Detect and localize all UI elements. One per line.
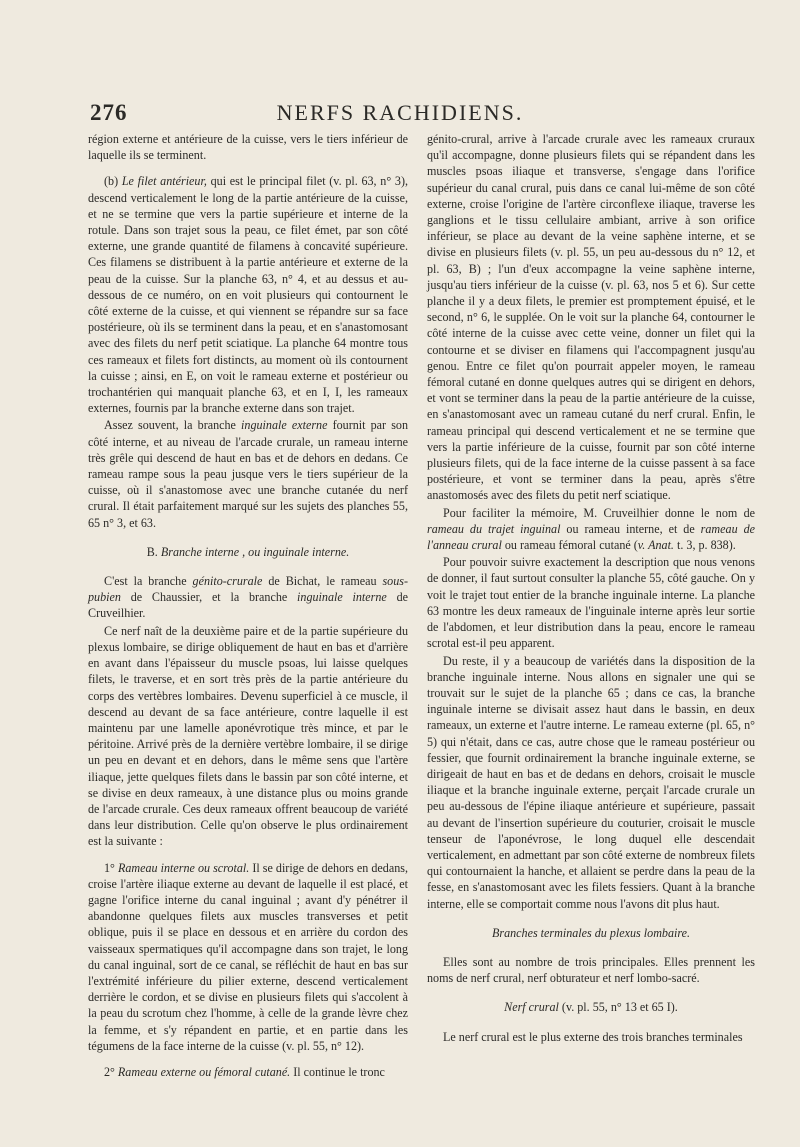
paragraph: Ce nerf naît de la deuxième paire et de la partie supérieure du plexus lombaire, se dirige obliquement de haut en bas et d'arrière en avant dans l'épaisseur du muscle psoas, lui laisse quelques filets, le traverse, et en sort très près de la partie antérieure du corps des vertèbres lombaires. Devenu superficiel à ce muscle, il descend au devant de sa face antérieure, contre laquelle il est maintenu par une lamelle aponévrotique très mince, et par le péritoine. Arrivé près de la dernière vertèbre lombaire, il se dirige un peu en devant et en dehors, dans le même sens que l'artère iliaque, jette quelques filets dans le bassin par son côté interne, et se divise en deux rameaux, à une distance plus ou moins grande de l'arcade crurale. Ces deux rameaux offrent beaucoup de variété dans leur distribution. Celle qu'on observe le plus ordinairement est la suivante : [88,623,408,849]
section-heading: Branches terminales du plexus lombaire. [491,925,691,940]
heading-reference: (v. pl. 55, n° 13 et 65 I). [558,1000,678,1015]
emphasis: génito-crurale [192,574,263,589]
running-title: NERFS RACHIDIENS. [276,100,524,125]
emphasis: Rameau interne ou scrotal. [117,860,250,875]
paragraph: génito-crural, arrive à l'arcade crurale avec les rameaux cruraux qu'il accompagne, donne plusieurs filets qui se répandent dans les muscles psoas iliaque et transverse, s'engage dans l'orifice supérieur du canal crural, puis dans ce canal lui-même de son côté externe, croise l'origine de l'artère circonflexe iliaque, traverse les ganglions et le tissu cellulaire ambiant, arrive à son orifice inférieur, se place au devant de la veine saphène interne, et se divise en plusieurs filets (v. pl. 55, un peu au-dessous du n° 12, et pl. 63, B) ; l'un d'eux accompagne la veine saphène interne, jusqu'au tiers inférieur de la cuisse (v. pl. 63, nos 5 et 6). Sur cette planche il y a deux filets, le premier est promptement épuisé, et le second, n° 6, le supplée. On le voit sur la planche 64, contourner le côté interne de la cuisse avec cette veine, donner un filet qui la contourne et se diviser en filamens qui l'accompagnent jusqu'au genou. Entre ce filet qu'on pourrait appeler moyen, le rameau fémoral cutané en donne quelques autres qui se dirigent en dehors, et vont se terminer dans la peau de la partie antérieure de la cuisse, en s'anastomosant avec un rameau cutané du nerf crural. Enfin, le rameau principal qui descend verticalement et ne se termine que vers la partie inférieure de la cuisse, fournit par son côté interne plusieurs filets, qui de la face interne de la cuisse passent à sa face postérieure, et vont se terminer dans la peau, après s'être anastomosés avec des filets du petit nerf sciatique. [427,132,755,503]
paragraph [88,173,408,416]
paragraph-text: Il continue le tronc [290,1064,385,1079]
emphasis: rameau du trajet inguinal [427,521,561,536]
emphasis: Rameau externe ou fémoral cutané. [117,1064,291,1079]
paragraph-text: qui est le principal filet (v. pl. 63, n° 3), descend verticalement le long de la partie antérieure de la cuisse, et ne se termine que vers la partie supérieure et interne de la rotule. Dans son trajet sous la peau, ce filet émet, par son côté externe, une grande quantité de filamens à concavité supérieure. Ces filamens se distribuent à la partie antérieure et externe de la peau de la cuisse. Sur la planche 63, n° 4, et au dessus et au-dessous de ce numéro, on en voit plusieurs qui contournent le côté externe de la cuisse, et qui viennent se répandre sur sa face postérieure, où ils se terminent dans la peau, et en s'anastomosant avec des filets du nerf petit sciatique. La planche 64 montre tous ces rameaux et filets fort distincts, au moment où ils contournent la cuisse ; ainsi, en E, on voit le rameau externe et postérieur ou trochantérien qui manquait planche 63, et en I, I, les rameaux externes, fournis par la branche externe dans son trajet. [88,174,409,416]
paragraph [88,417,408,530]
paragraph [427,505,755,554]
paragraph [88,1064,408,1080]
section-heading [427,999,755,1015]
paragraph-text: fournit par son côté interne, et au niveau de l'arcade crurale, un rameau interne très grêle qui descend de haut en bas et de dehors en dedans. Ce rameau rampe sous la peau jusque vers le tiers supérieur de la cuisse, où il s'anastomose avec une branche cutanée du nerf crural. Il était parfaitement marqué sur les sujets des planches 55, 65 n° 3, et 63. [88,418,408,530]
paragraph [88,573,408,622]
paragraph-text: Pour faciliter la mémoire, M. Cruveilhier donne le nom de [443,505,755,520]
heading-text: Nerf crural [504,1000,559,1015]
paragraph-text: de Cruveilhier. [88,590,408,621]
item-label: 1° [104,860,118,875]
paragraph: Le nerf crural est le plus externe des trois branches terminales [443,1029,743,1044]
paragraph-text: de Bichat, le rameau [262,574,383,589]
paragraph: Elles sont au nombre de trois principales. Elles prennent les noms de nerf crural, nerf obturateur et nerf lombo-sacré. [427,954,755,986]
paragraph [88,860,408,1054]
item-label: (b) [104,174,122,189]
emphasis: sous-pubien [88,574,409,605]
paragraph-text: ou rameau fémoral cutané ( [501,538,638,553]
emphasis: rameau de l'anneau crural [427,521,755,553]
heading-label: B. [146,544,161,559]
paragraph-text: C'est la branche [104,574,193,589]
paragraph-text: ou rameau interne, et de [560,521,701,536]
paragraph: Pour pouvoir suivre exactement la description que nous venons de donner, il faut surtout consulter la planche 55, côté gauche. On y voit le trajet tout entier de la branche inguinale interne. La planche 63 montre les deux rameaux de l'inguinale interne après leur sortie de l'abdomen, et leur distribution dans la peau, encore le rameau scrotal est-il peu apparent. [427,555,755,651]
emphasis: inguinale externe [241,418,328,433]
heading-text: Branche interne , ou inguinale interne. [160,544,350,559]
left-column [88,131,408,1081]
emphasis: Le filet antérieur, [121,174,207,189]
paragraph: région externe et antérieure de la cuisse, vers le tiers inférieur de laquelle ils se terminent. [88,132,408,163]
paragraph: Du reste, il y a beaucoup de variétés dans la disposition de la branche inguinale interne. Nous allons en signaler une qui se trouvait sur le sujet de la planche 65 ; dans ce cas, la branche inguinale interne se divisait assez haut dans le bassin, en deux rameaux, un externe et l'autre interne. Le rameau externe (pl. 65, n° 5) qui n'était, dans ce cas, autre chose que le rameau postérieur ou fessier, que fournit ordinairement la branche inguinale externe, se dirigeait de haut en bas et de dedans en dehors, croisait le muscle iliaque et la branche inguinale externe, perçait l'arcade crurale un peu au-dessous de l'épine iliaque antérieure et supérieure, passait au devant de l'insertion supérieure du couturier, croisait le muscle tenseur de l'aponévrose, le long duquel elle descendait verticalement, en admettant par son côté externe de nombreux filets qui contournaient la hanche, et allaient se perdre dans la peau de la fesse, en s'anastomosant avec les filets fessiers. Quant à la branche interne, elle se comportait comme nous l'avons dit plus haut. [427,653,755,911]
item-label: 2° [104,1064,118,1079]
paragraph-text: Assez souvent, la branche [104,418,242,433]
emphasis: inguinale interne [297,590,387,605]
paragraph-text: Il se dirige de dehors en dedans, croise l'artère iliaque externe au devant de laquelle il est placé, et gagne l'orifice interne du canal inguinal ; avant d'y pénétrer il abandonne quelques filets aux muscles transverses et petit oblique, puis il se place en dessous et en arrière du cordon des vaisseaux spermatiques qu'il accompagne dans son trajet, le long du canal inguinal, sort de ce canal, se réfléchit de haut en bas sur l'extrémité inférieure du pilier externe, descend verticalement derrière le cordon, et se divise en plusieurs filets qui s'accolent à la peau du scrotum chez l'homme, à celle de la grande lèvre chez la femme, et s'y répandent en partie, et en partie dans les tégumens de la face interne de la cuisse (v. pl. 55, n° 12). [88,860,408,1053]
paragraph-text: t. 3, p. 838). [673,538,736,553]
section-heading [88,544,408,560]
paragraph-text: de Chaussier, et la branche [120,590,298,605]
right-column [427,131,755,1046]
page-number: 276 [90,100,128,125]
emphasis: v. Anat. [637,538,674,553]
